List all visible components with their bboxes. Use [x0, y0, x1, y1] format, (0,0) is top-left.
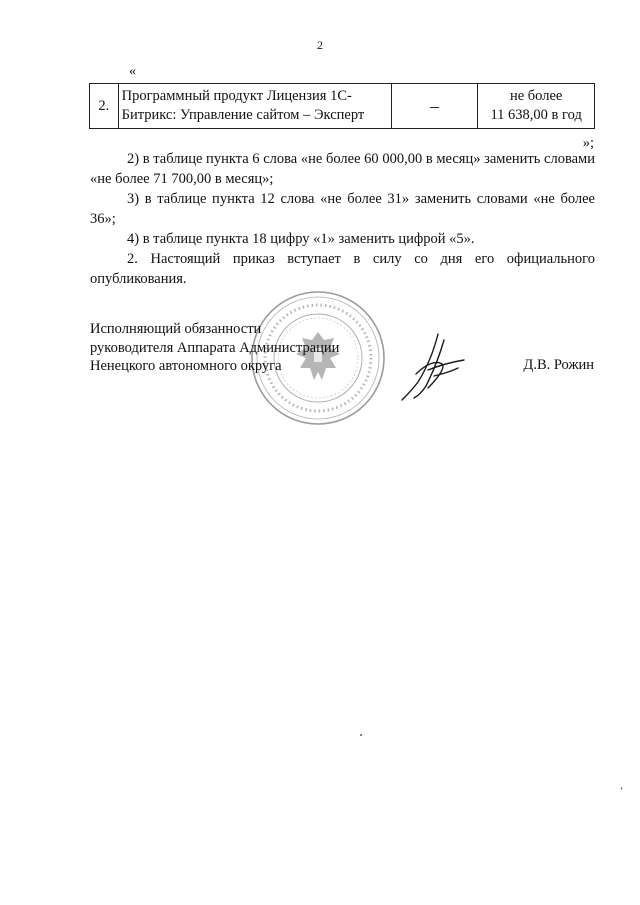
paragraph-item-3: 3) в таблице пункта 12 слова «не более 31» заменить словами «не более 36»; — [90, 191, 595, 227]
paragraph-item-4: 4) в таблице пункта 18 цифру «1» заменить цифрой «5». — [127, 231, 475, 247]
handwritten-signature — [398, 330, 468, 402]
closing-quote: »; — [582, 135, 594, 151]
table-row — [90, 84, 595, 129]
scan-speck — [360, 734, 362, 736]
paragraph-item-2: 2) в таблице пункта 6 слова «не более 60 000,00 в месяц» заменить словами «не более 71 700,00 в месяц»; — [90, 151, 595, 187]
limit-cell — [478, 84, 595, 129]
position-line-1: Исполняющий обязанности — [90, 321, 262, 337]
limit-line2: 11 638,00 в год — [490, 107, 582, 123]
order-text — [90, 149, 595, 289]
signatory-position — [90, 320, 339, 376]
paragraph-effective-date: 2. Настоящий приказ вступает в силу со дня его официального опубликования. — [90, 251, 595, 287]
scan-speck — [621, 787, 622, 790]
opening-quote: « — [129, 64, 136, 79]
row-number: 2. — [90, 84, 119, 129]
amendment-table — [89, 83, 595, 129]
value-cell: – — [391, 84, 478, 129]
product-name-cell — [118, 84, 391, 129]
limit-line1: не более — [509, 88, 563, 104]
position-line-3: Ненецкого автономного округа — [90, 358, 282, 374]
signatory-name: Д.В. Рожин — [523, 357, 594, 373]
product-name-line1: Программный продукт Лицензия 1С- — [121, 88, 352, 104]
product-name-line2: Битрикс: Управление сайтом – Эксперт — [121, 107, 365, 123]
page-number: 2 — [317, 38, 323, 52]
position-line-2: руководителя Аппарата Администрации — [90, 339, 340, 356]
